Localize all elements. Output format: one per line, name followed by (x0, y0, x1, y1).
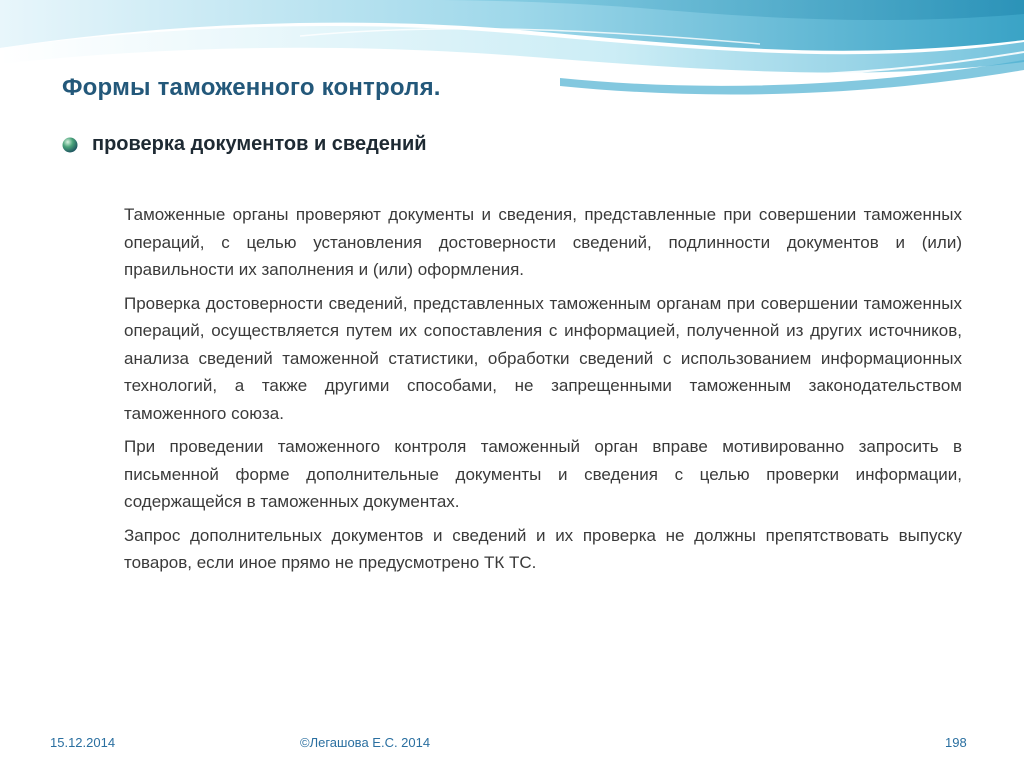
footer-author: ©Легашова Е.С. 2014 (300, 735, 431, 750)
paragraph-1: Таможенные органы проверяют документы и сведения, представленные при совершении таможенных операций, с целью установления достоверности сведений, подлинности документов и (или) правильности их заполнения и (или) оформления. (124, 205, 962, 279)
paragraph-2: Проверка достоверности сведений, представленных таможенным органам при совершении таможенных операций, осуществляется путем их сопоставления с информацией, полученной из других источников, анализа сведений таможенной статистики, обработки сведений с использованием информационных технологий, а также другими способами, не запрещенными таможенным законодательством таможенного союза. (124, 293, 962, 423)
paragraph-3: При проведении таможенного контроля таможенный орган вправе мотивированно запросить в письменной форме дополнительные документы и сведения с целью проверки информации, содержащейся в таможенных документах. (124, 437, 962, 511)
paragraph-4: Запрос дополнительных документов и сведений и их проверка не должны препятствовать выпуску товаров, если иное прямо не предусмотрено ТК ТС. (124, 525, 962, 572)
bullet-item (62, 133, 427, 156)
footer-date: 15.12.2014 (50, 735, 116, 750)
body-text (124, 201, 962, 583)
footer-page-number: 198 (945, 735, 967, 750)
sphere-bullet-icon (62, 137, 78, 153)
bullet-text: проверка документов и сведений (92, 133, 427, 155)
slide-title: Формы таможенного контроля. (62, 74, 441, 101)
